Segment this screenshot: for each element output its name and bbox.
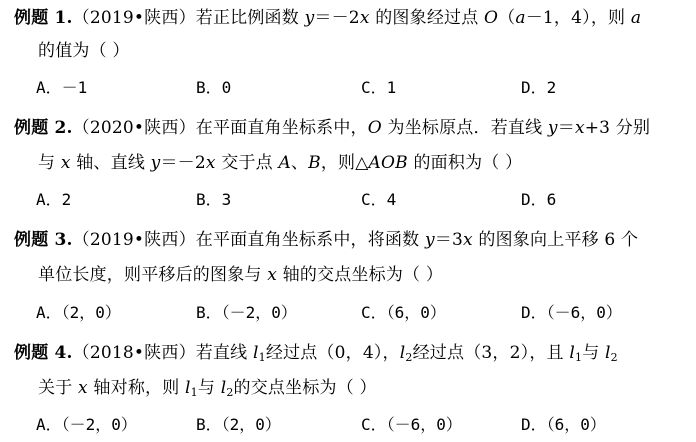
q3-var-y: y	[424, 230, 435, 250]
question-4-line-1	[14, 338, 686, 368]
question-3-options	[36, 298, 676, 328]
q4-text-a: （2018•陕西）若直线	[72, 343, 253, 363]
q4-l2-var-x: x	[78, 378, 88, 398]
q1-text-a: （2019•陕西）若正比例函数	[72, 8, 305, 28]
q1-text-c: 的图象经过点	[369, 8, 485, 28]
question-3-line-1	[14, 225, 686, 255]
q4-sub-3: 1	[574, 351, 583, 364]
q3-option-d: D．（－6，0）	[521, 303, 622, 322]
q4-l2-var-l1: l	[185, 378, 191, 398]
q1-text-e: －1，4），则	[525, 8, 631, 28]
q4-l2-text-d: 的交点坐标为（ ）	[233, 378, 377, 398]
q1-option-d: D．2	[521, 78, 557, 97]
question-2-label: 例题 2.	[14, 118, 73, 138]
question-1-line-1	[14, 3, 686, 33]
q4-option-a: A．（－2，0）	[36, 415, 137, 434]
q3-l2-text-a: 单位长度，则平移后的图象与	[38, 265, 268, 285]
q3-option-c: C．（6，0）	[361, 303, 446, 322]
question-4-options	[36, 410, 676, 440]
q2-option-a: A．2	[36, 190, 72, 209]
q3-text-a: （2019•陕西）在平面直角坐标系中，将函数	[72, 230, 425, 250]
q2-l2-text-c: ＝－2	[160, 153, 206, 173]
q2-option-c: C．4	[361, 190, 397, 209]
q4-sub-2: 2	[405, 351, 413, 364]
question-4-line-2	[38, 373, 686, 403]
q2-l2-text-b: 轴、直线	[70, 153, 151, 173]
question-2-line-1	[14, 113, 686, 143]
q2-text-a: （2020•陕西）在平面直角坐标系中，	[72, 118, 368, 138]
q2-var-o: O	[367, 118, 382, 138]
q4-var-l1: l	[252, 343, 259, 363]
question-1-line-2: 的值为（ ）	[38, 41, 130, 61]
q1-var-x: x	[359, 8, 370, 28]
question-2-options	[36, 185, 676, 215]
q4-l2-sub-2: 2	[226, 386, 234, 399]
q2-l2-var-b: B	[308, 153, 321, 173]
q4-text-c: 经过点（3，2），且	[412, 343, 570, 363]
q1-option-a: A．－1	[36, 78, 88, 97]
q2-l2-text-d: 交于点	[215, 153, 279, 173]
q2-var-y: y	[547, 118, 558, 138]
q1-option-c: C．1	[361, 78, 397, 97]
q1-var-y: y	[304, 8, 315, 28]
q1-var-a: a	[515, 8, 526, 28]
q4-text-d: 与	[582, 343, 605, 363]
q4-var-l2: l	[399, 343, 406, 363]
q3-l2-text-b: 轴的交点坐标为（ ）	[277, 265, 444, 285]
q4-sub-4: 2	[610, 351, 618, 364]
q2-l2-var-x: x	[60, 153, 71, 173]
question-2-line-2	[38, 148, 686, 178]
q2-text-d: +3 分别	[584, 118, 651, 138]
q4-l2-text-c: 与	[197, 378, 221, 398]
q2-option-d: D．6	[521, 190, 557, 209]
q2-l2-var-a: A	[278, 153, 291, 173]
q2-l2-var-x2: x	[205, 153, 216, 173]
q1-var-o: O	[484, 8, 499, 28]
q1-var-a2: a	[630, 8, 642, 28]
question-1-label: 例题 1.	[14, 8, 73, 28]
q2-option-b: B．3	[196, 190, 232, 209]
question-1-options	[36, 73, 676, 103]
q2-text-c: ＝	[557, 118, 575, 138]
q2-text-b: 为坐标原点．若直线	[381, 118, 548, 138]
question-3-label: 例题 3.	[14, 230, 73, 250]
q3-text-b: ＝3	[434, 230, 463, 250]
q4-l2-text-a: 关于	[38, 378, 79, 398]
q4-option-c: C．（－6，0）	[361, 415, 462, 434]
q4-sub-1: 1	[258, 351, 266, 364]
q1-text-d: （	[498, 8, 516, 28]
q2-l2-text-a: 与	[38, 153, 61, 173]
question-4-label: 例题 4.	[14, 343, 73, 363]
q4-var-l1b: l	[569, 343, 575, 363]
q3-option-a: A．（2，0）	[36, 303, 121, 322]
q2-l2-text-f: ，则△	[320, 153, 369, 173]
q3-option-b: B．（－2，0）	[196, 303, 297, 322]
question-3-line-2	[38, 260, 686, 290]
q3-text-c: 的图象向上平移 6 个	[472, 230, 639, 250]
q4-var-l2b: l	[605, 343, 611, 363]
q4-option-d: D．（6，0）	[521, 415, 606, 434]
q2-l2-text-g: 的面积为（ ）	[407, 153, 523, 173]
q4-option-b: B．（2，0）	[196, 415, 281, 434]
q2-l2-var-aob: AOB	[368, 153, 408, 173]
q1-text-b: ＝－2	[314, 8, 360, 28]
q4-l2-var-l2: l	[220, 378, 227, 398]
q3-var-x: x	[463, 230, 473, 250]
q4-l2-sub-1: 1	[190, 386, 198, 399]
q2-var-x: x	[574, 118, 585, 138]
q2-l2-text-e: 、	[290, 153, 309, 173]
q2-l2-var-y: y	[150, 153, 161, 173]
q4-l2-text-b: 轴对称，则	[87, 378, 186, 398]
q1-option-b: B．0	[196, 78, 232, 97]
q3-l2-var-x: x	[267, 265, 278, 285]
q4-text-b: 经过点（0，4），	[265, 343, 400, 363]
